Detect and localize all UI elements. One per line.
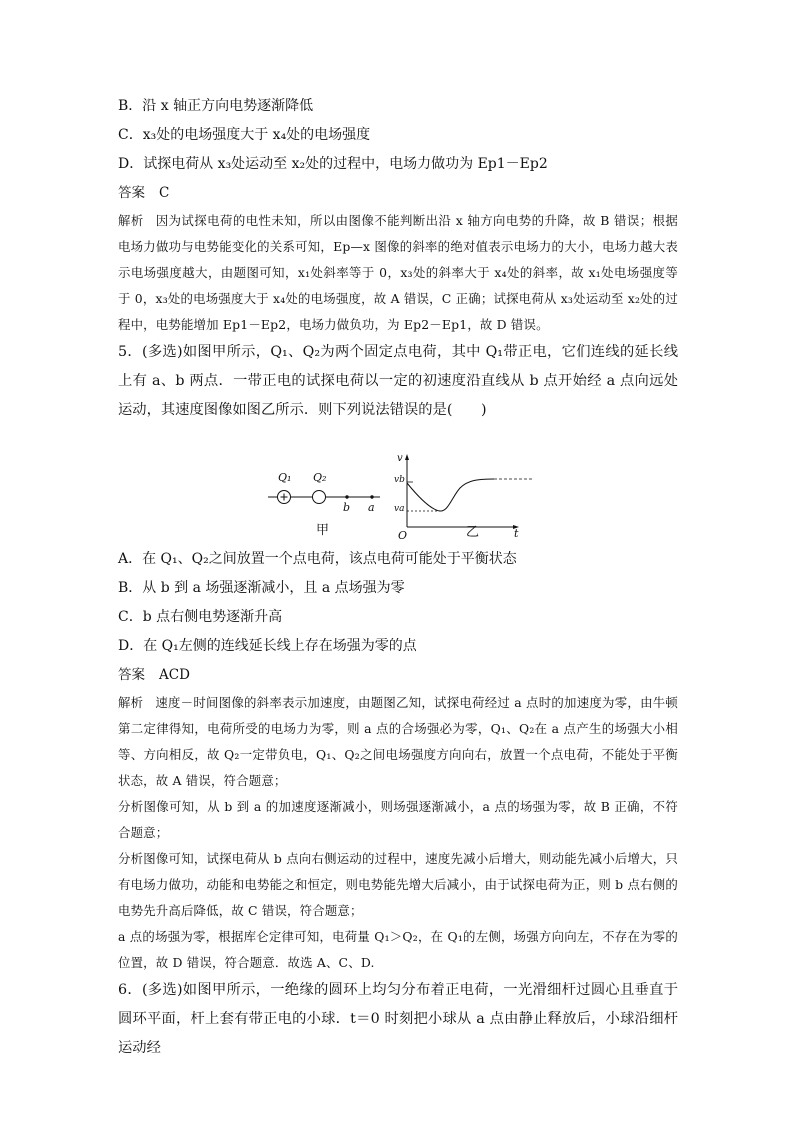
label-q2: Q₂ xyxy=(313,471,327,484)
label-a: a xyxy=(368,501,375,514)
q5-option-a: A．在 Q₁、Q₂之间放置一个点电荷，该点电荷可能处于平衡状态 xyxy=(118,551,517,567)
question-6: 6．(多选)如图甲所示，一绝缘的圆环上均匀分布着正电荷，一光滑细杆过圆心且垂直于圆环平面，杆上套有带正电的小球．t＝0 时刻把小球从 a 点由静止释放后，小球沿细杆运动经 xyxy=(118,982,678,1056)
analysis-4 xyxy=(118,208,678,338)
question-5: 5．(多选)如图甲所示，Q₁、Q₂为两个固定点电荷，其中 Q₁带正电，它们连线的延长线上有 a、b 两点．一带正电的试探电荷以一定的初速度沿直线从 b 点开始经 a 点向远处运动，其速度图像如图乙所示．则下列说法错误的是( ) xyxy=(118,344,678,418)
velocity-curve xyxy=(407,479,494,511)
analysis-text: 速度－时间图像的斜率表示加速度，由题图乙知，试探电荷经过 a 点时的加速度为零，由牛顿第二定律得知，电荷所受的电场力为零，则 a 点的合场强必为零，Q₁、Q₂在 a 点产生的场强大小相等、方向相反，故 Q₂一定带负电，Q₁、Q₂之间电场强度方向向右，放置一个点电荷，不能处于平衡状态，故 A 错误，符合题意； xyxy=(118,695,678,788)
label-o: O xyxy=(398,529,408,542)
answer-value: ACD xyxy=(159,667,190,683)
analysis-label: 解析 xyxy=(118,213,144,228)
point-a xyxy=(370,495,373,498)
answer-4 xyxy=(118,179,678,208)
analysis-text: 因为试探电荷的电性未知，所以由图像不能判断出沿 x 轴方向电势的升降，故 B 错误；根据电场力做功与电势能变化的关系可知，Ep—x 图像的斜率的绝对值表示电场力的大小，电场力越大表示电场强度越大，由题图可知，x₁处斜率等于 0，x₃处的斜率大于 x₄处的斜率，故 x₁处电场强度等于 0，x₃处的电场强度大于 x₄处的电场强度，故 A 错误，C 正确；试探电荷从 x₃处运动至 x₂处的过程中，电势能增加 Ep1－Ep2，电场力做负功，为 Ep2－Ep1，故 D 错误。 xyxy=(118,213,678,332)
document-page xyxy=(118,92,678,1063)
answer-label: 答案 xyxy=(118,667,145,683)
option-c: C．x₃处的电场强度大于 x₄处的电场强度 xyxy=(118,127,371,143)
analysis-5-paragraph-3: 分析图像可知，试探电荷从 b 点向右侧运动的过程中，速度先减小后增大，则动能先减小后增大，只有电场力做功，动能和电势能之和恒定，则电势能先增大后减小，由于试探电荷为正，则 b 点右侧的电势先升高后降低，故 C 错误，符合题意； xyxy=(118,851,678,918)
answer-5 xyxy=(118,661,678,690)
analysis-5 xyxy=(118,690,678,794)
answer-label: 答案 xyxy=(118,185,145,201)
analysis-5-paragraph-4: a 点的场强为零，根据库仑定律可知，电荷量 Q₁＞Q₂，在 Q₁的左侧，场强方向向左，不存在为零的位置，故 D 错误，符合题意．故选 A、C、D. xyxy=(118,929,678,970)
q5-option-b: B．从 b 到 a 场强逐渐减小，且 a 点场强为零 xyxy=(118,580,405,596)
label-jia: 甲 xyxy=(316,523,330,538)
figure-5 xyxy=(118,427,678,542)
label-t: t xyxy=(514,527,519,540)
option-b: B．沿 x 轴正方向电势逐渐降低 xyxy=(118,98,314,114)
label-v: v xyxy=(397,453,403,464)
q5-option-c: C．b 点右侧电势逐渐升高 xyxy=(118,609,283,625)
label-yi: 乙 xyxy=(466,525,480,540)
analysis-5-paragraph-2: 分析图像可知，从 b 到 a 的加速度逐渐减小，则场强逐渐减小，a 点的场强为零，故 B 正确，不符合题意； xyxy=(118,799,678,840)
label-q1: Q₁ xyxy=(278,471,292,484)
option-d: D．试探电荷从 x₃处运动至 x₂处的过程中，电场力做功为 Ep1－Ep2 xyxy=(118,156,548,172)
label-va: va xyxy=(394,504,405,514)
q5-option-d: D．在 Q₁左侧的连线延长线上存在场强为零的点 xyxy=(118,638,417,654)
q2-charge xyxy=(313,491,326,504)
label-vb: vb xyxy=(394,475,405,485)
point-b xyxy=(345,495,348,498)
label-b: b xyxy=(343,501,351,514)
answer-value: C xyxy=(159,185,170,201)
analysis-label: 解析 xyxy=(118,695,144,710)
v-axis-arrow xyxy=(405,454,409,460)
